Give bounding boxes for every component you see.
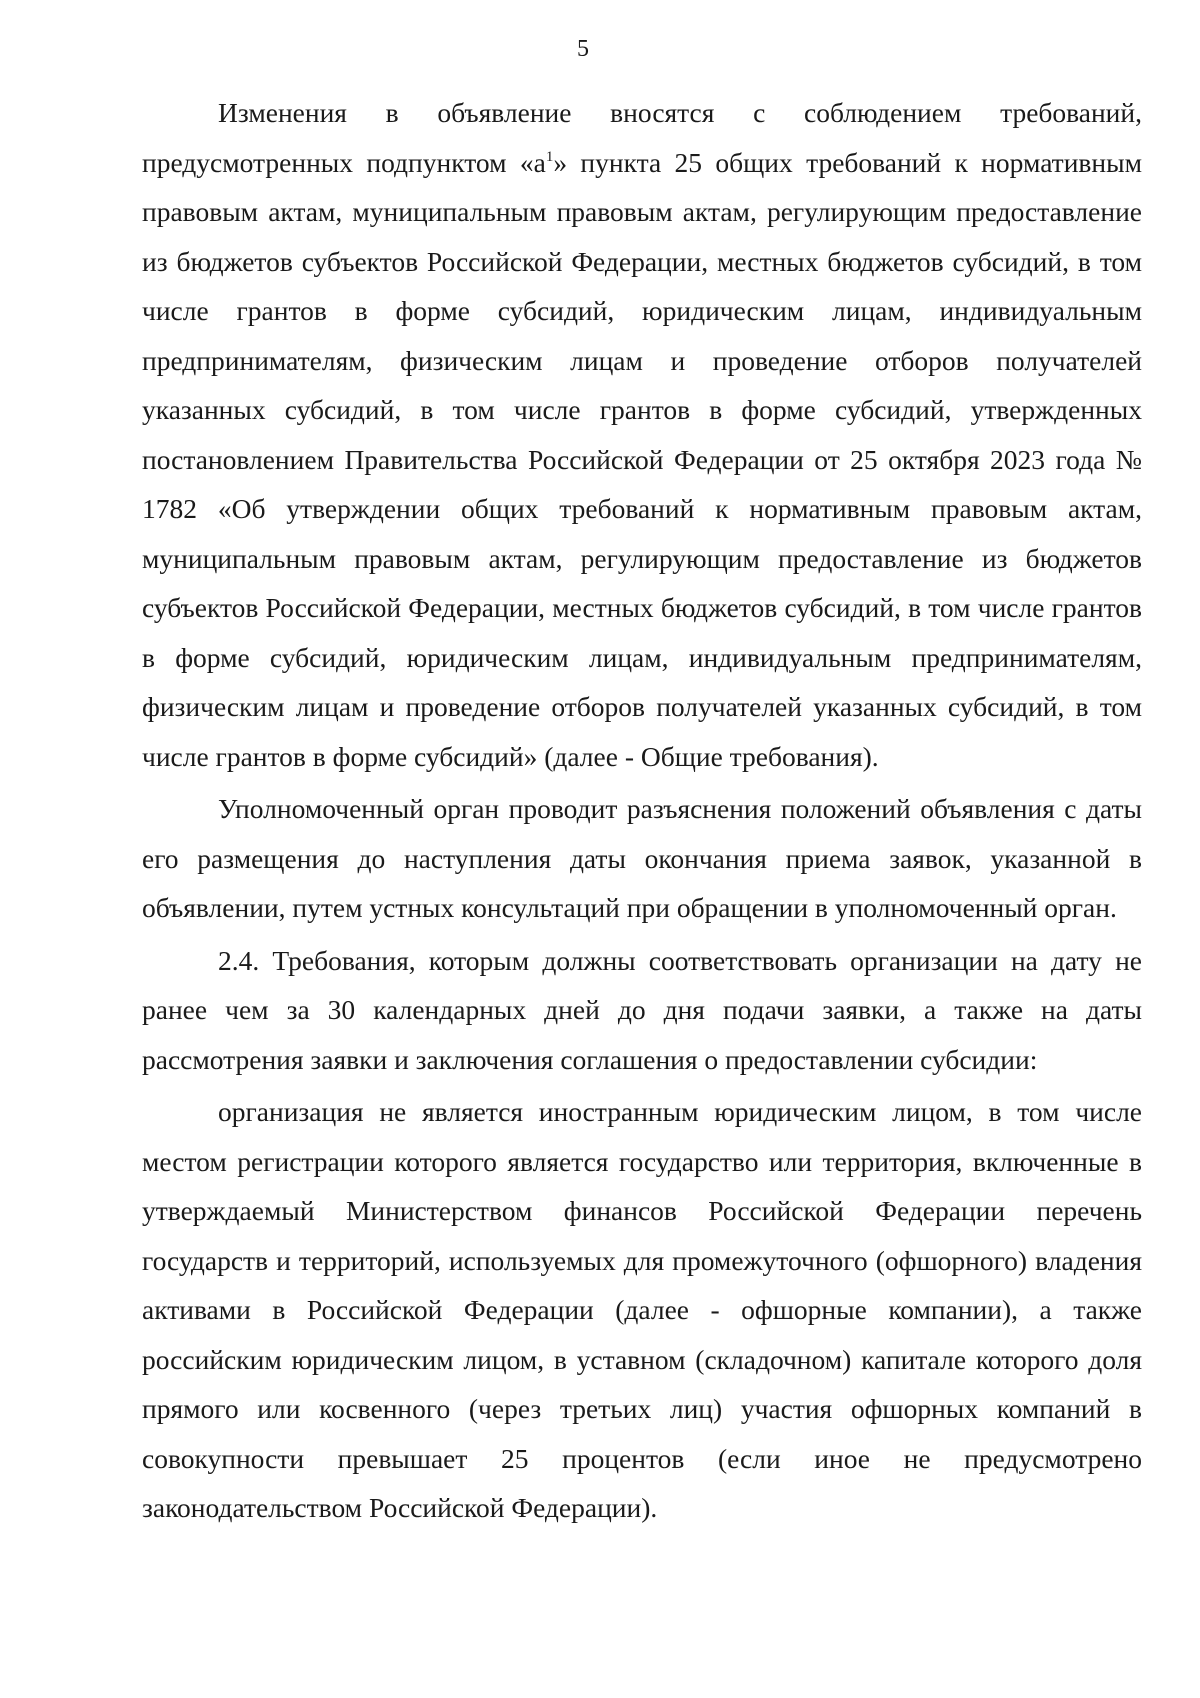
paragraph-requirements-2-4: 2.4. Требования, которым должны соответствовать организации на дату не ранее чем за 30 календарных дней до дня подачи заявки, а также на даты рассмотрения заявки и заключения соглашения о предоставлении субсидии: [142, 944, 1142, 1075]
paragraph-amendments-text-2: » пункта 25 общих требований к нормативным правовым актам, муниципальным правовым актам, регулирующим предоставление из бюджетов субъектов Российской Федерации, местных бюджетов субсидий, в том числе грантов в форме субсидий, юридическим лицам, индивидуальным предпринимателям, физическим лицам и проведение отборов получателей указанных субсидий, в том числе грантов в форме субсидий, утвержденных постановлением Правительства Российской Федерации от 25 октября 2023 года № 1782 «Об утверждении общих требований к нормативным правовым актам, муниципальным правовым актам, регулирующим предоставление из бюджетов субъектов Российской Федерации, местных бюджетов субсидий, в том числе грантов в форме субсидий, юридическим лицам, индивидуальным предпринимателям, физическим лицам и проведение отборов получателей указанных субсидий, в том числе грантов в форме субсидий» (далее - Общие требования). [142, 146, 1142, 772]
document-body [142, 88, 1142, 1533]
paragraph-clarifications: Уполномоченный орган проводит разъяснения положений объявления с даты его размещения до наступления даты окончания приема заявок, указанной в объявлении, путем устных консультаций при обращении в уполномоченный орган. [142, 793, 1142, 923]
superscript-one: 1 [545, 148, 554, 165]
page-number: 5 [577, 36, 589, 62]
paragraph-offshore-requirement: организация не является иностранным юридическим лицом, в том числе местом регистрации которого является государство или территория, включенные в утверждаемый Министерством финансов Российской Федерации перечень государств и территорий, используемых для промежуточного (офшорного) владения активами в Российской Федерации (далее - офшорные компании), а также российским юридическим лицом, в уставном (складочном) капитале которого доля прямого или косвенного (через третьих лиц) участия офшорных компаний в совокупности превышает 25 процентов (если иное не предусмотрено законодательством Российской Федерации). [142, 1096, 1142, 1523]
paragraph-amendments [142, 88, 1142, 781]
paragraph-amendments-text-1: Изменения в объявление вносятся с соблюдением требований, предусмотренных подпунктом «а [142, 97, 1142, 178]
